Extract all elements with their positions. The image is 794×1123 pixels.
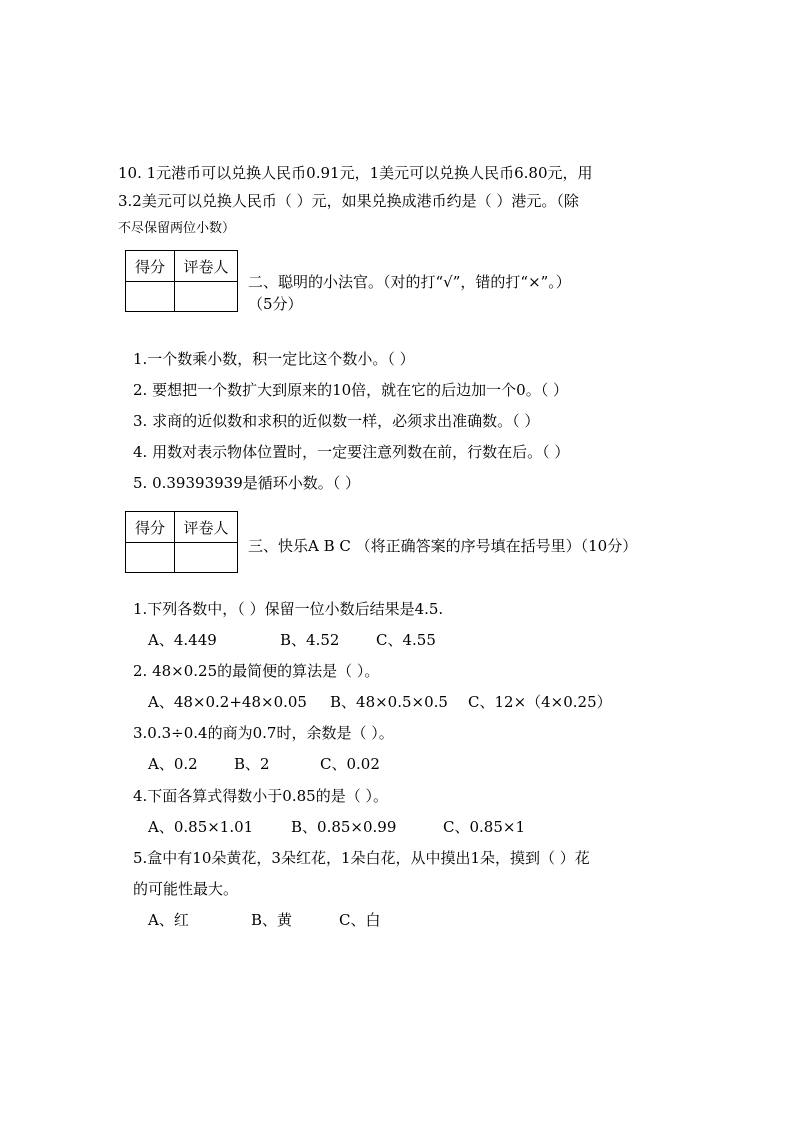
- choice-q5-stem-continued: 的可能性最大。: [133, 880, 239, 898]
- judge-item-4: 4. 用数对表示物体位置时，一定要注意列数在前，行数在后。（ ）: [133, 443, 570, 461]
- option-c: C、0.85×1: [443, 818, 525, 836]
- choice-q5-options: [148, 910, 380, 930]
- option-c: C、0.02: [320, 755, 380, 773]
- grader-label: 评卷人: [175, 512, 238, 543]
- choice-q1-stem: 1.下列各数中，（ ）保留一位小数后结果是4.5.: [133, 600, 444, 618]
- option-c: C、12×（4×0.25）: [468, 693, 612, 711]
- score-table-section-3: [125, 511, 238, 573]
- q10-line-2: 3.2美元可以兑换人民币（ ）元，如果兑换成港币约是（ ）港元。（除: [118, 192, 579, 210]
- option-b: B、4.52: [280, 631, 340, 649]
- option-b: B、黄: [251, 911, 293, 929]
- choice-q3-stem: 3.0.3÷0.4的商为0.7时，余数是（ ）。: [133, 724, 394, 742]
- choice-q1-options: [148, 630, 436, 650]
- section-3-title: 三、快乐A B C （将正确答案的序号填在括号里）（10分）: [248, 537, 638, 555]
- judge-item-2: 2. 要想把一个数扩大到原来的10倍，就在它的后边加一个0。（ ）: [133, 381, 568, 399]
- grader-label: 评卷人: [175, 251, 238, 282]
- choice-q2-stem: 2. 48×0.25的最简便的算法是（ ）。: [133, 662, 380, 680]
- q10-line-1: 10. 1元港币可以兑换人民币0.91元，1美元可以兑换人民币6.80元，用: [118, 164, 593, 182]
- judge-item-5: 5. 0.39393939是循环小数。（ ）: [133, 474, 361, 492]
- choice-q3-options: [148, 754, 380, 774]
- option-c: C、白: [339, 911, 381, 929]
- score-cell[interactable]: [126, 543, 175, 573]
- option-b: B、48×0.5×0.5: [330, 693, 448, 711]
- score-label: 得分: [126, 251, 175, 282]
- option-b: B、0.85×0.99: [291, 818, 397, 836]
- q10-line-3: 不尽保留两位小数）: [118, 221, 236, 236]
- choice-q4-stem: 4.下面各算式得数小于0.85的是（ ）。: [133, 787, 388, 805]
- option-a: A、4.449: [148, 631, 217, 649]
- section-2-points: （5分）: [248, 295, 303, 313]
- option-a: A、48×0.2+48×0.05: [148, 693, 307, 711]
- choice-q2-options: [148, 692, 612, 712]
- score-label: 得分: [126, 512, 175, 543]
- choice-q4-options: [148, 817, 525, 837]
- score-cell[interactable]: [126, 282, 175, 312]
- score-table-section-2: [125, 250, 238, 312]
- judge-item-1: 1.一个数乘小数，积一定比这个数小。（ ）: [133, 350, 415, 368]
- grader-cell[interactable]: [175, 282, 238, 312]
- judge-item-3: 3. 求商的近似数和求积的近似数一样，必须求出准确数。（ ）: [133, 412, 540, 430]
- option-a: A、红: [148, 911, 189, 929]
- option-a: A、0.85×1.01: [148, 818, 254, 836]
- option-a: A、0.2: [148, 755, 198, 773]
- choice-q5-stem: 5.盒中有10朵黄花，3朵红花，1朵白花，从中摸出1朵，摸到（ ）花: [133, 849, 590, 867]
- option-c: C、4.55: [376, 631, 436, 649]
- section-2-title: 二、聪明的小法官。（对的打“√”，错的打“×”。）: [248, 273, 571, 291]
- grader-cell[interactable]: [175, 543, 238, 573]
- option-b: B、2: [234, 755, 270, 773]
